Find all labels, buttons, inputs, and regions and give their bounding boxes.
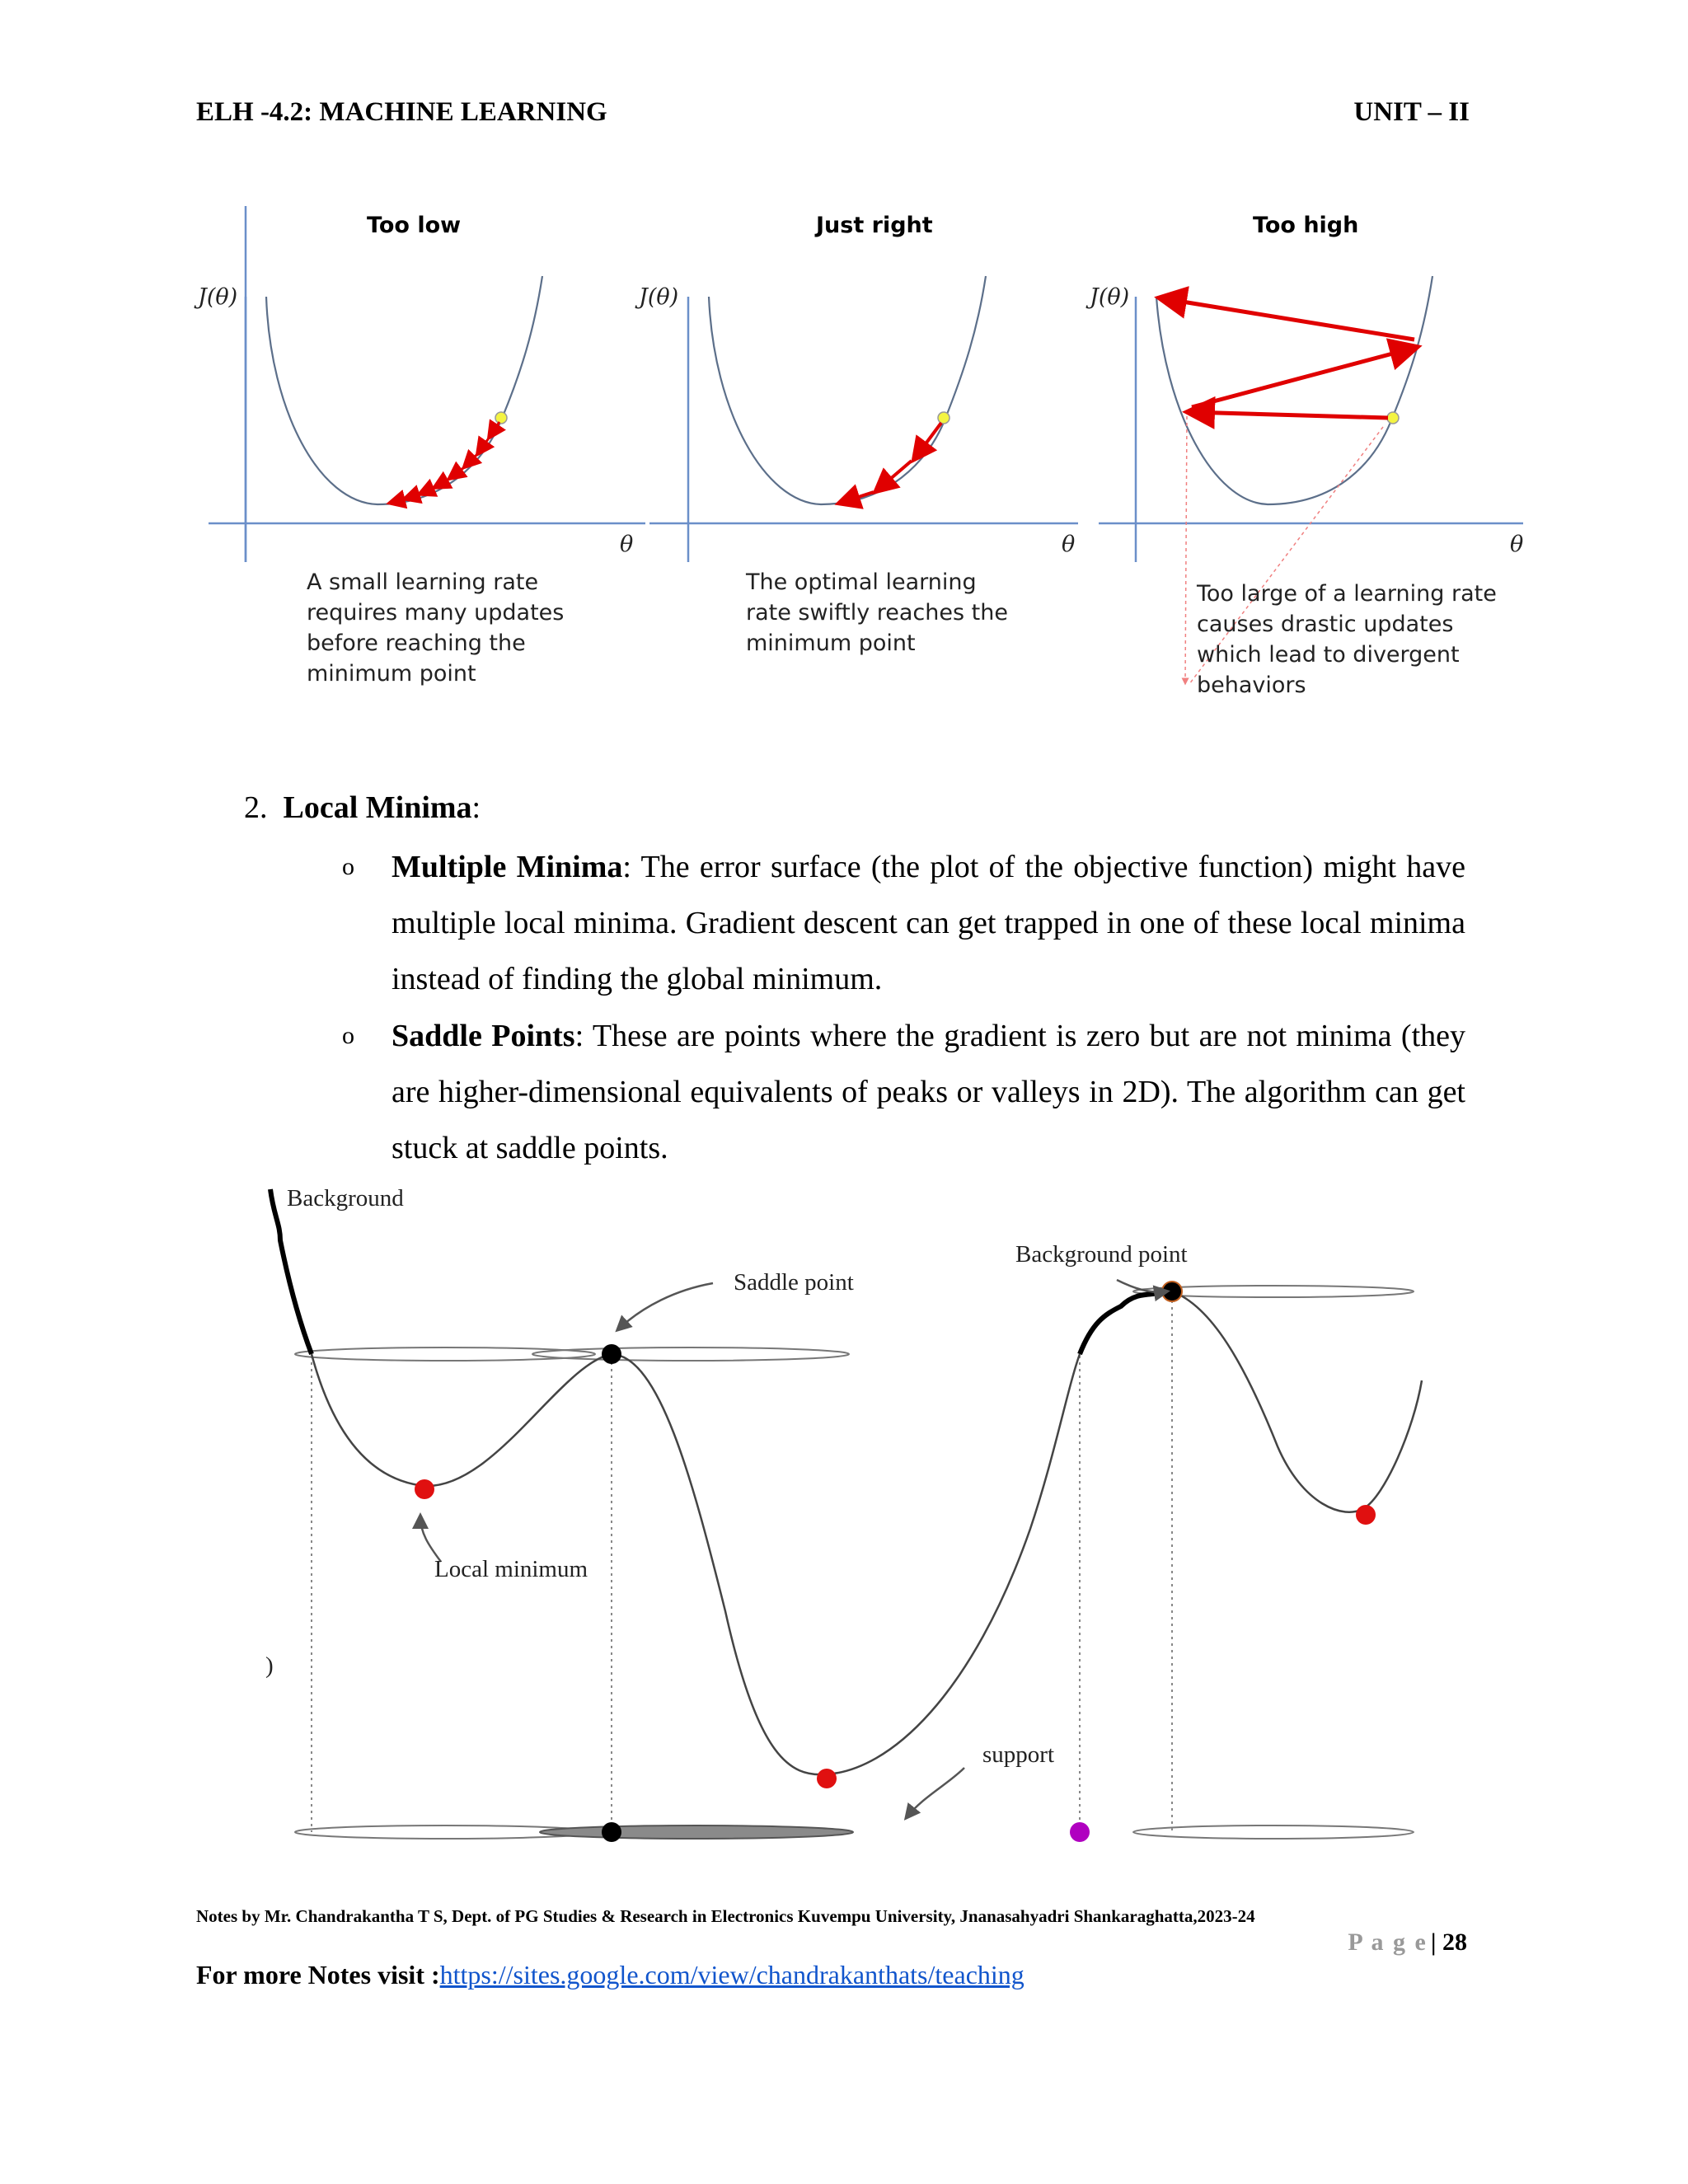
panel1-xlabel: θ	[620, 532, 634, 557]
panel3-caption: Too large of a learning rate causes drastic updates which lead to divergent behaviors	[1197, 581, 1497, 698]
panel2-ylabel: J(θ)	[639, 284, 679, 310]
label-saddle-point: Saddle point	[734, 1269, 854, 1296]
bullet-saddle-points: Saddle Points: These are points where the gradient is zero but are not minima (they are higher-dimensional equivalents of peaks or valleys in 2D). The algorithm can get stuck at saddle points.	[392, 1019, 1466, 1165]
panel2-caption: The optimal learning rate swiftly reaches the minimum point	[746, 569, 1008, 656]
bullet-marker-2: o	[342, 1022, 354, 1049]
label-local-minimum: Local minimum	[434, 1556, 588, 1582]
bullet-marker-1: o	[342, 853, 354, 880]
doc-header-title: ELH -4.2: MACHINE LEARNING	[196, 97, 607, 127]
notes-link[interactable]: https://sites.google.com/view/chandrakanthats/teaching	[439, 1960, 1025, 1990]
label-support: support	[982, 1741, 1054, 1768]
label-background: Background	[287, 1185, 404, 1212]
panel1-caption: A small learning rate requires many updates before reaching the minimum point	[307, 569, 565, 687]
panel-title-too-low: Too low	[367, 213, 462, 238]
page-number-block	[1348, 1929, 1467, 1957]
panel-just-right	[649, 276, 1078, 562]
footer-notes: Notes by Mr. Chandrakantha T S, Dept. of PG Studies & Research in Electronics Kuvempu University, Jnanasahyadri Shankaraghatta,2023-24	[196, 1906, 1255, 1926]
bullet-multiple-minima: Multiple Minima: The error surface (the plot of the objective function) might have multiple local minima. Gradient descent can get trapped in one of these local minima instead of finding the global minimum.	[392, 850, 1465, 996]
panel-too-low	[209, 206, 645, 562]
label-background-point: Background point	[1015, 1241, 1188, 1268]
panel1-ylabel: J(θ)	[198, 284, 238, 310]
panel2-xlabel: θ	[1062, 532, 1076, 557]
panel3-ylabel: J(θ)	[1090, 284, 1130, 310]
panel3-xlabel: θ	[1510, 532, 1524, 557]
panel-title-too-high: Too high	[1253, 213, 1359, 238]
panel-title-just-right: Just right	[816, 213, 933, 238]
page-number: | 28	[1430, 1929, 1467, 1956]
section-heading: 2. Local Minima:	[244, 790, 481, 825]
page-label: P a g e	[1348, 1929, 1428, 1956]
more-notes-line: For more Notes visit :https://sites.google.com/view/chandrakanthats/teaching	[196, 1960, 1025, 1990]
doc-header-unit: UNIT – II	[1353, 97, 1470, 127]
label-paren: )	[265, 1652, 274, 1679]
